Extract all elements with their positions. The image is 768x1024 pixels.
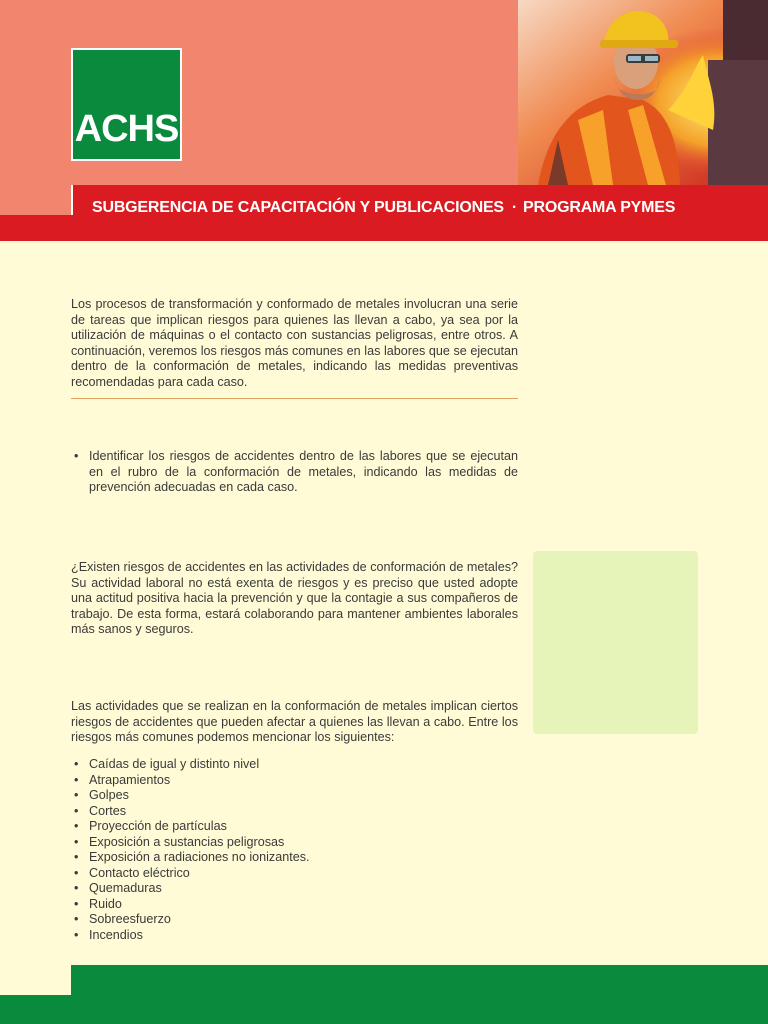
banner-programa: PROGRAMA PYMES — [523, 199, 676, 216]
banner-subgerencia: SUBGERENCIA DE CAPACITACIÓN Y PUBLICACIONES — [92, 199, 504, 216]
risk-item: • Exposición a radiaciones no ionizantes. — [71, 850, 371, 866]
intro-divider — [71, 398, 518, 399]
section3-paragraph: Las actividades que se realizan en la conformación de metales implican ciertos riesgos de accidentes que pueden afectar a quienes las llevan a cabo. Entre los riesgos más comunes podemos mencionar los siguientes: — [71, 699, 518, 745]
risk-item: • Golpes — [71, 788, 371, 804]
worker-illustration-svg — [518, 0, 768, 185]
intro-paragraph: Los procesos de transformación y conformado de metales involucran una serie de tareas que implican riesgos para quienes las llevan a cabo, ya sea por la utilización de máquinas o el contacto con sustancias peligrosas, entre otros. A continuación, veremos los riesgos más comunes en las labores que se ejecutan dentro de la conformación de metales, indicando las medidas preventivas recomendadas para cada caso. — [71, 297, 518, 389]
risk-item: • Proyección de partículas — [71, 819, 371, 835]
section2-paragraph: ¿Existen riesgos de accidentes en las actividades de conformación de metales? Su actividad laboral no está exenta de riesgos y es preciso que usted adopte una actitud positiva hacia la prevención y que la contagie a sus compañeros de trabajo. De esta forma, estará colaborando para mantener ambientes laborales más sanos y seguros. — [71, 560, 518, 637]
risk-item: • Quemaduras — [71, 881, 371, 897]
risk-item: • Atrapamientos — [71, 773, 371, 789]
achs-logo — [71, 48, 182, 161]
footer-green-band — [0, 965, 768, 1024]
objective-item: • Identificar los riesgos de accidentes dentro de las labores que se ejecutan en el rubro de la conformación de metales, indicando las medidas de prevención adecuadas en cada caso. — [71, 449, 518, 496]
risk-item: • Ruido — [71, 897, 371, 913]
risk-item: • Incendios — [71, 928, 371, 944]
risk-item: • Exposición a sustancias peligrosas — [71, 835, 371, 851]
risk-item: • Contacto eléctrico — [71, 866, 371, 882]
risk-item: • Caídas de igual y distinto nivel — [71, 757, 371, 773]
banner-title — [92, 199, 675, 217]
risk-item: • Cortes — [71, 804, 371, 820]
achs-logo-text: ACHS — [74, 108, 179, 150]
footer-notch — [0, 965, 71, 995]
objective-list — [71, 449, 518, 496]
side-note-box — [533, 551, 698, 734]
header-red-bar-notch — [0, 185, 71, 215]
header-divider-line — [71, 185, 73, 215]
worker-illustration — [518, 0, 768, 185]
risks-list — [71, 757, 371, 943]
risk-item: • Sobreesfuerzo — [71, 912, 371, 928]
banner-separator: · — [511, 199, 518, 216]
